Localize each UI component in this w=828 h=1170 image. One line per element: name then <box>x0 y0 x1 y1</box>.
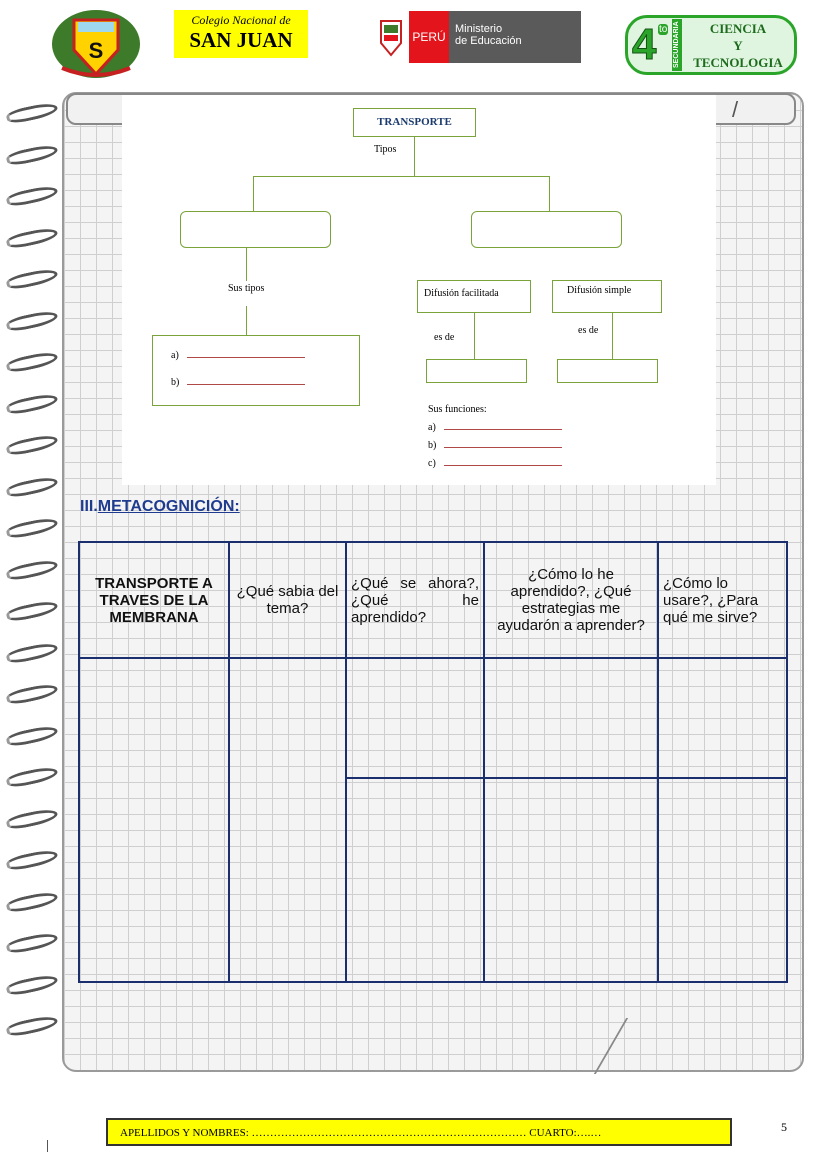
spiral-coil <box>5 806 59 831</box>
notebook-spiral <box>0 100 62 1060</box>
spiral-coil <box>5 225 59 250</box>
function-a-blank[interactable] <box>444 429 562 430</box>
function-c-blank[interactable] <box>444 465 562 466</box>
answer-cell-strategies-1[interactable] <box>484 658 658 778</box>
spiral-coil <box>5 516 59 541</box>
spiral-coil <box>5 101 59 126</box>
grade-suffix: to <box>659 24 668 35</box>
node-difusion-simple: Difusión simple <box>552 280 662 313</box>
answer-cell-learned-1[interactable] <box>346 658 484 778</box>
spiral-coil <box>5 1014 59 1039</box>
spiral-coil <box>5 350 59 375</box>
page-number: 5 <box>781 1120 787 1134</box>
header-learned: ¿Qué se ahora?, ¿Qué he aprendido? <box>346 542 484 658</box>
spiral-coil <box>5 142 59 167</box>
answer-cell-usefulness-1[interactable] <box>658 658 787 778</box>
spiral-coil <box>5 599 59 624</box>
spiral-coil <box>5 931 59 956</box>
concept-map <box>122 95 716 485</box>
grade-level: SECUNDARIA <box>672 19 682 71</box>
school-name-banner <box>174 10 308 58</box>
spiral-coil <box>5 557 59 582</box>
spiral-coil <box>5 391 59 416</box>
ministerio-logo <box>373 11 581 63</box>
spiral-coil <box>5 640 59 665</box>
school-seal-logo <box>48 2 144 80</box>
student-name-field[interactable]: APELLIDOS Y NOMBRES: ………………………………………………………………… CUARTO:….… <box>106 1118 732 1146</box>
section-number: III. <box>80 498 98 515</box>
link-tipos: Tipos <box>374 144 397 155</box>
ministerio-line1: Ministerio <box>455 23 503 35</box>
school-name-line2: SAN JUAN <box>189 28 293 52</box>
spiral-coil <box>5 723 59 748</box>
text-cursor-mark <box>47 1140 48 1152</box>
answer-cell-prior[interactable] <box>229 658 346 982</box>
course-line3: TECNOLOGIA <box>693 55 783 70</box>
section-title: METACOGNICIÓN: <box>97 498 240 515</box>
peru-label: PERÚ <box>409 11 449 63</box>
subtype-a-label: a) <box>171 350 179 361</box>
subtypes-box <box>152 335 360 406</box>
answer-cell-strategies-2[interactable] <box>484 778 658 982</box>
answer-cell-learned-2[interactable] <box>346 778 484 982</box>
function-c-label: c) <box>428 458 436 469</box>
transport-type-blank-2[interactable] <box>471 211 622 248</box>
header-topic: TRANSPORTE A TRAVES DE LA MEMBRANA <box>79 542 229 658</box>
transport-type-blank-1[interactable] <box>180 211 331 248</box>
section-heading <box>80 498 240 516</box>
answer-cell-topic[interactable] <box>79 658 229 982</box>
function-b-label: b) <box>428 440 437 451</box>
link-es-de-2: es de <box>578 325 599 336</box>
course-badge <box>625 15 797 75</box>
header-prior-knowledge: ¿Qué sabia del tema? <box>229 542 346 658</box>
header-strategies: ¿Cómo lo he aprendido?, ¿Qué estrategias me ayudarón a aprender? <box>484 542 658 658</box>
notebook-date-slash: / <box>732 97 739 122</box>
subtype-a-blank[interactable] <box>187 357 305 358</box>
spiral-coil <box>5 889 59 914</box>
spiral-coil <box>5 184 59 209</box>
spiral-coil <box>5 474 59 499</box>
spiral-coil <box>5 848 59 873</box>
link-sus-tipos: Sus tipos <box>228 283 265 294</box>
spiral-coil <box>5 972 59 997</box>
course-line1: CIENCIA <box>709 21 767 36</box>
spiral-coil <box>5 765 59 790</box>
subtype-b-blank[interactable] <box>187 384 305 385</box>
metacognition-table <box>78 541 788 983</box>
course-line2: Y <box>733 38 743 53</box>
spiral-coil <box>5 308 59 333</box>
node-difusion-facilitada: Difusión facilitada <box>417 280 531 313</box>
function-a-label: a) <box>428 422 436 433</box>
subtype-b-label: b) <box>171 377 180 388</box>
root-node: TRANSPORTE <box>353 108 476 137</box>
link-es-de-1: es de <box>434 332 455 343</box>
answer-cell-usefulness-2[interactable] <box>658 778 787 982</box>
function-b-blank[interactable] <box>444 447 562 448</box>
spiral-coil <box>5 267 59 292</box>
peru-shield-icon <box>373 11 409 63</box>
difusion-simple-blank[interactable] <box>557 359 658 383</box>
ministerio-line2: de Educación <box>455 35 522 47</box>
spiral-coil <box>5 433 59 458</box>
school-name-line1: Colegio Nacional de <box>191 13 291 27</box>
functions-label: Sus funciones: <box>428 404 487 415</box>
grade-number: 4 <box>632 20 657 69</box>
spiral-coil <box>5 682 59 707</box>
difusion-facilitada-blank[interactable] <box>426 359 527 383</box>
svg-text:S: S <box>88 38 104 63</box>
header-usefulness: ¿Cómo lo usare?, ¿Para qué me sirve? <box>658 542 787 658</box>
